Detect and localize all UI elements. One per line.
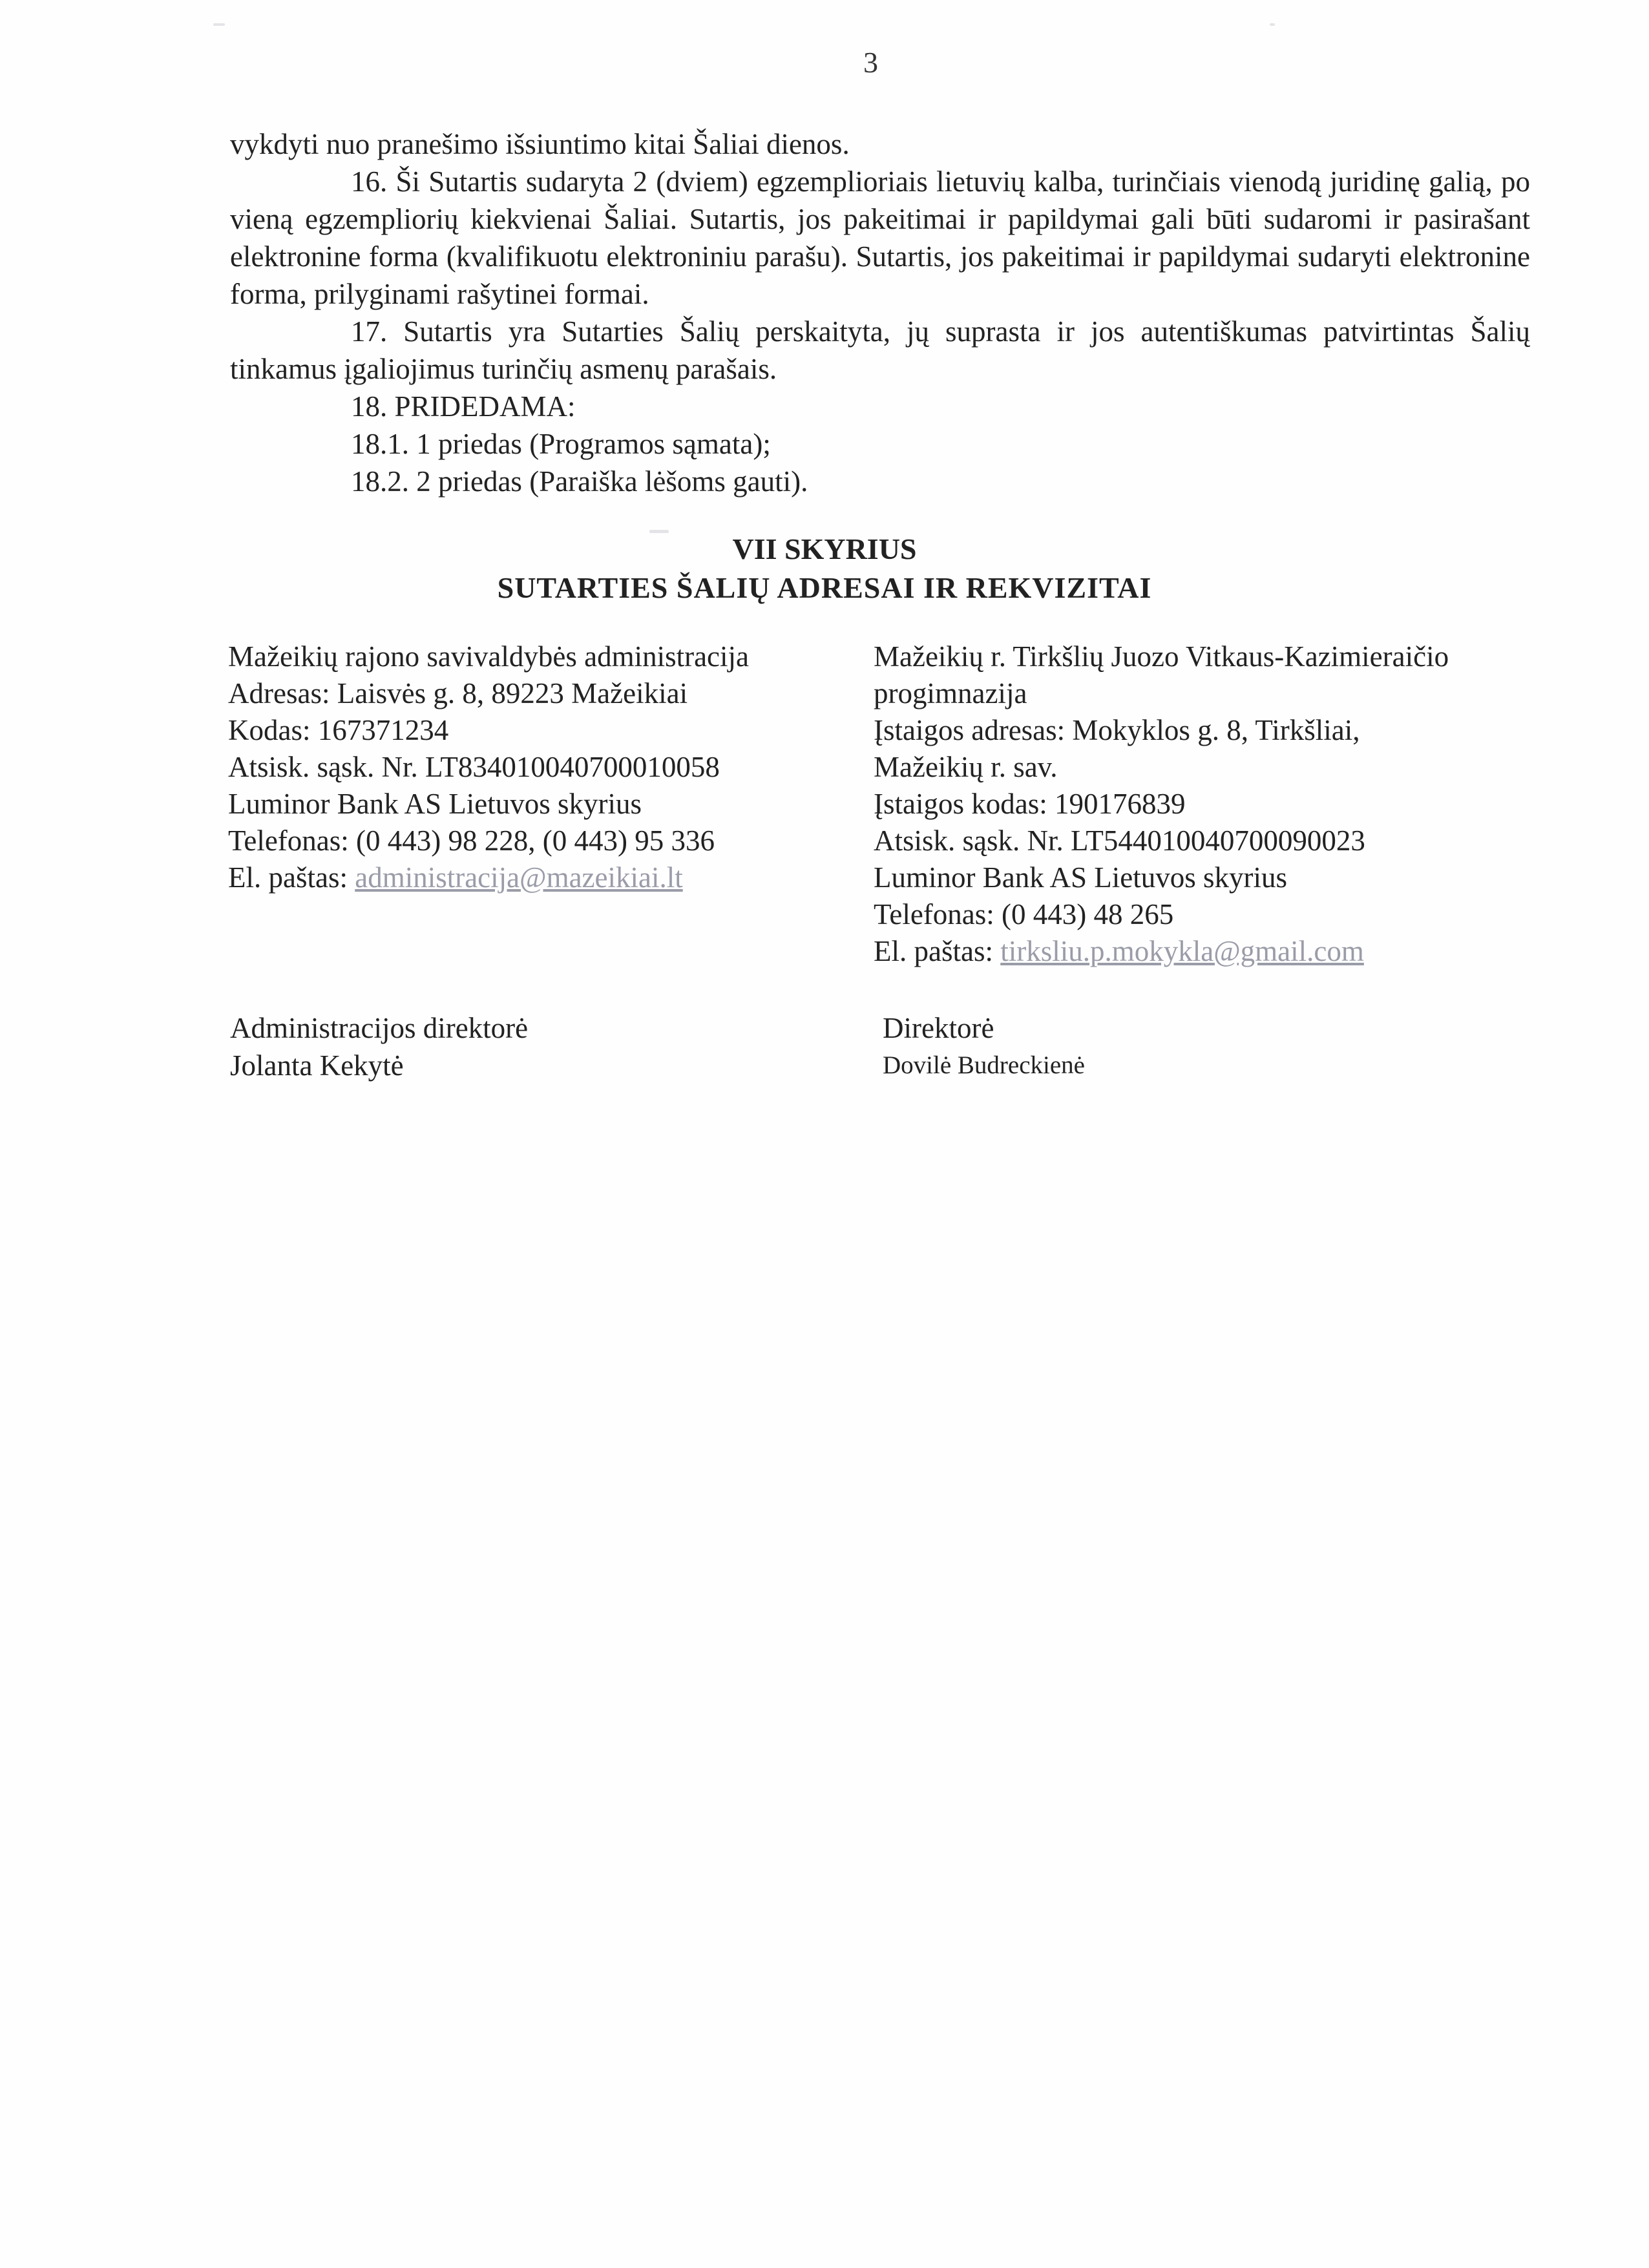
email-label: El. paštas: [228, 861, 355, 894]
party-right-account: Atsisk. sąsk. Nr. LT544010040700090023 [874, 824, 1365, 857]
party-left-phone: Telefonas: (0 443) 98 228, (0 443) 95 336 [228, 824, 715, 857]
page-number: 3 [863, 46, 878, 79]
chapter-number: VII SKYRIUS [732, 532, 917, 565]
signature-right-name: Dovilė Budreckienė [883, 1051, 1085, 1079]
clause-17: 17. Sutartis yra Sutarties Šalių perskaityta, jų suprasta ir jos autentiškumas patvirtintas Šalių tinkamus įgaliojimus turinčių asmenų parašais. [230, 315, 1530, 385]
chapter-heading [0, 530, 1649, 607]
party-right-name-line2: progimnazija [874, 677, 1027, 709]
chapter-title: SUTARTIES ŠALIŲ ADRESAI IR REKVIZITAI [497, 571, 1152, 604]
signature-right-title: Direktorė [883, 1012, 994, 1044]
signature-left-name: Jolanta Kekytė [230, 1049, 404, 1082]
signature-left-title: Administracijos direktorė [230, 1012, 529, 1044]
party-right-bank: Luminor Bank AS Lietuvos skyrius [874, 861, 1287, 894]
party-left-bank: Luminor Bank AS Lietuvos skyrius [228, 788, 642, 820]
party-left-email-link[interactable]: administracija@mazeikiai.lt [355, 861, 683, 894]
party-left-name: Mažeikių rajono savivaldybės administracija [228, 640, 750, 673]
party-right-name-line1: Mažeikių r. Tirkšlių Juozo Vitkaus-Kazimieraičio [874, 640, 1449, 673]
clause-continuation: vykdyti nuo pranešimo išsiuntimo kitai Šaliai dienos. [230, 128, 850, 160]
party-left-email-line [228, 859, 848, 896]
party-left-address: Adresas: Laisvės g. 8, 89223 Mažeikiai [228, 677, 688, 709]
email-label: El. paštas: [874, 935, 1001, 967]
party-right-address-line1: Įstaigos adresas: Mokyklos g. 8, Tirkšliai, [874, 714, 1360, 746]
party-left-code: Kodas: 167371234 [228, 714, 449, 746]
scan-speck [213, 23, 225, 26]
signature-left [230, 1009, 528, 1084]
party-right-email-link[interactable]: tirksliu.p.mokykla@gmail.com [1000, 935, 1364, 967]
party-right-address-line2: Mažeikių r. sav. [874, 751, 1058, 783]
party-left-account: Atsisk. sąsk. Nr. LT834010040700010058 [228, 751, 720, 783]
scan-speck [1270, 23, 1275, 26]
party-right-phone: Telefonas: (0 443) 48 265 [874, 898, 1174, 930]
clause-18-1: 18.1. 1 priedas (Programos sąmata); [351, 428, 771, 460]
party-left-details [228, 638, 848, 896]
clause-18-heading: 18. PRIDEDAMA: [351, 390, 576, 423]
clause-16: 16. Ši Sutartis sudaryta 2 (dviem) egzemplioriais lietuvių kalba, turinčiais vienodą juridinę galią, po vieną egzempliorių kiekvienai Šaliai. Sutartis, jos pakeitimai ir papildymai gali būti sudaromi ir pasirašant elektronine forma (kvalifikuotu elektroniniu parašu). Sutartis, jos pakeitimai ir papildymai sudaryti elektronine forma, prilyginami rašytinei formai. [230, 165, 1530, 310]
party-right-code: Įstaigos kodas: 190176839 [874, 788, 1186, 820]
party-right-details [874, 638, 1552, 970]
party-right-email-line [874, 933, 1552, 970]
signature-right [883, 1009, 1085, 1084]
clause-18-2: 18.2. 2 priedas (Paraiška lėšoms gauti). [351, 465, 808, 498]
contract-clauses [230, 125, 1530, 500]
